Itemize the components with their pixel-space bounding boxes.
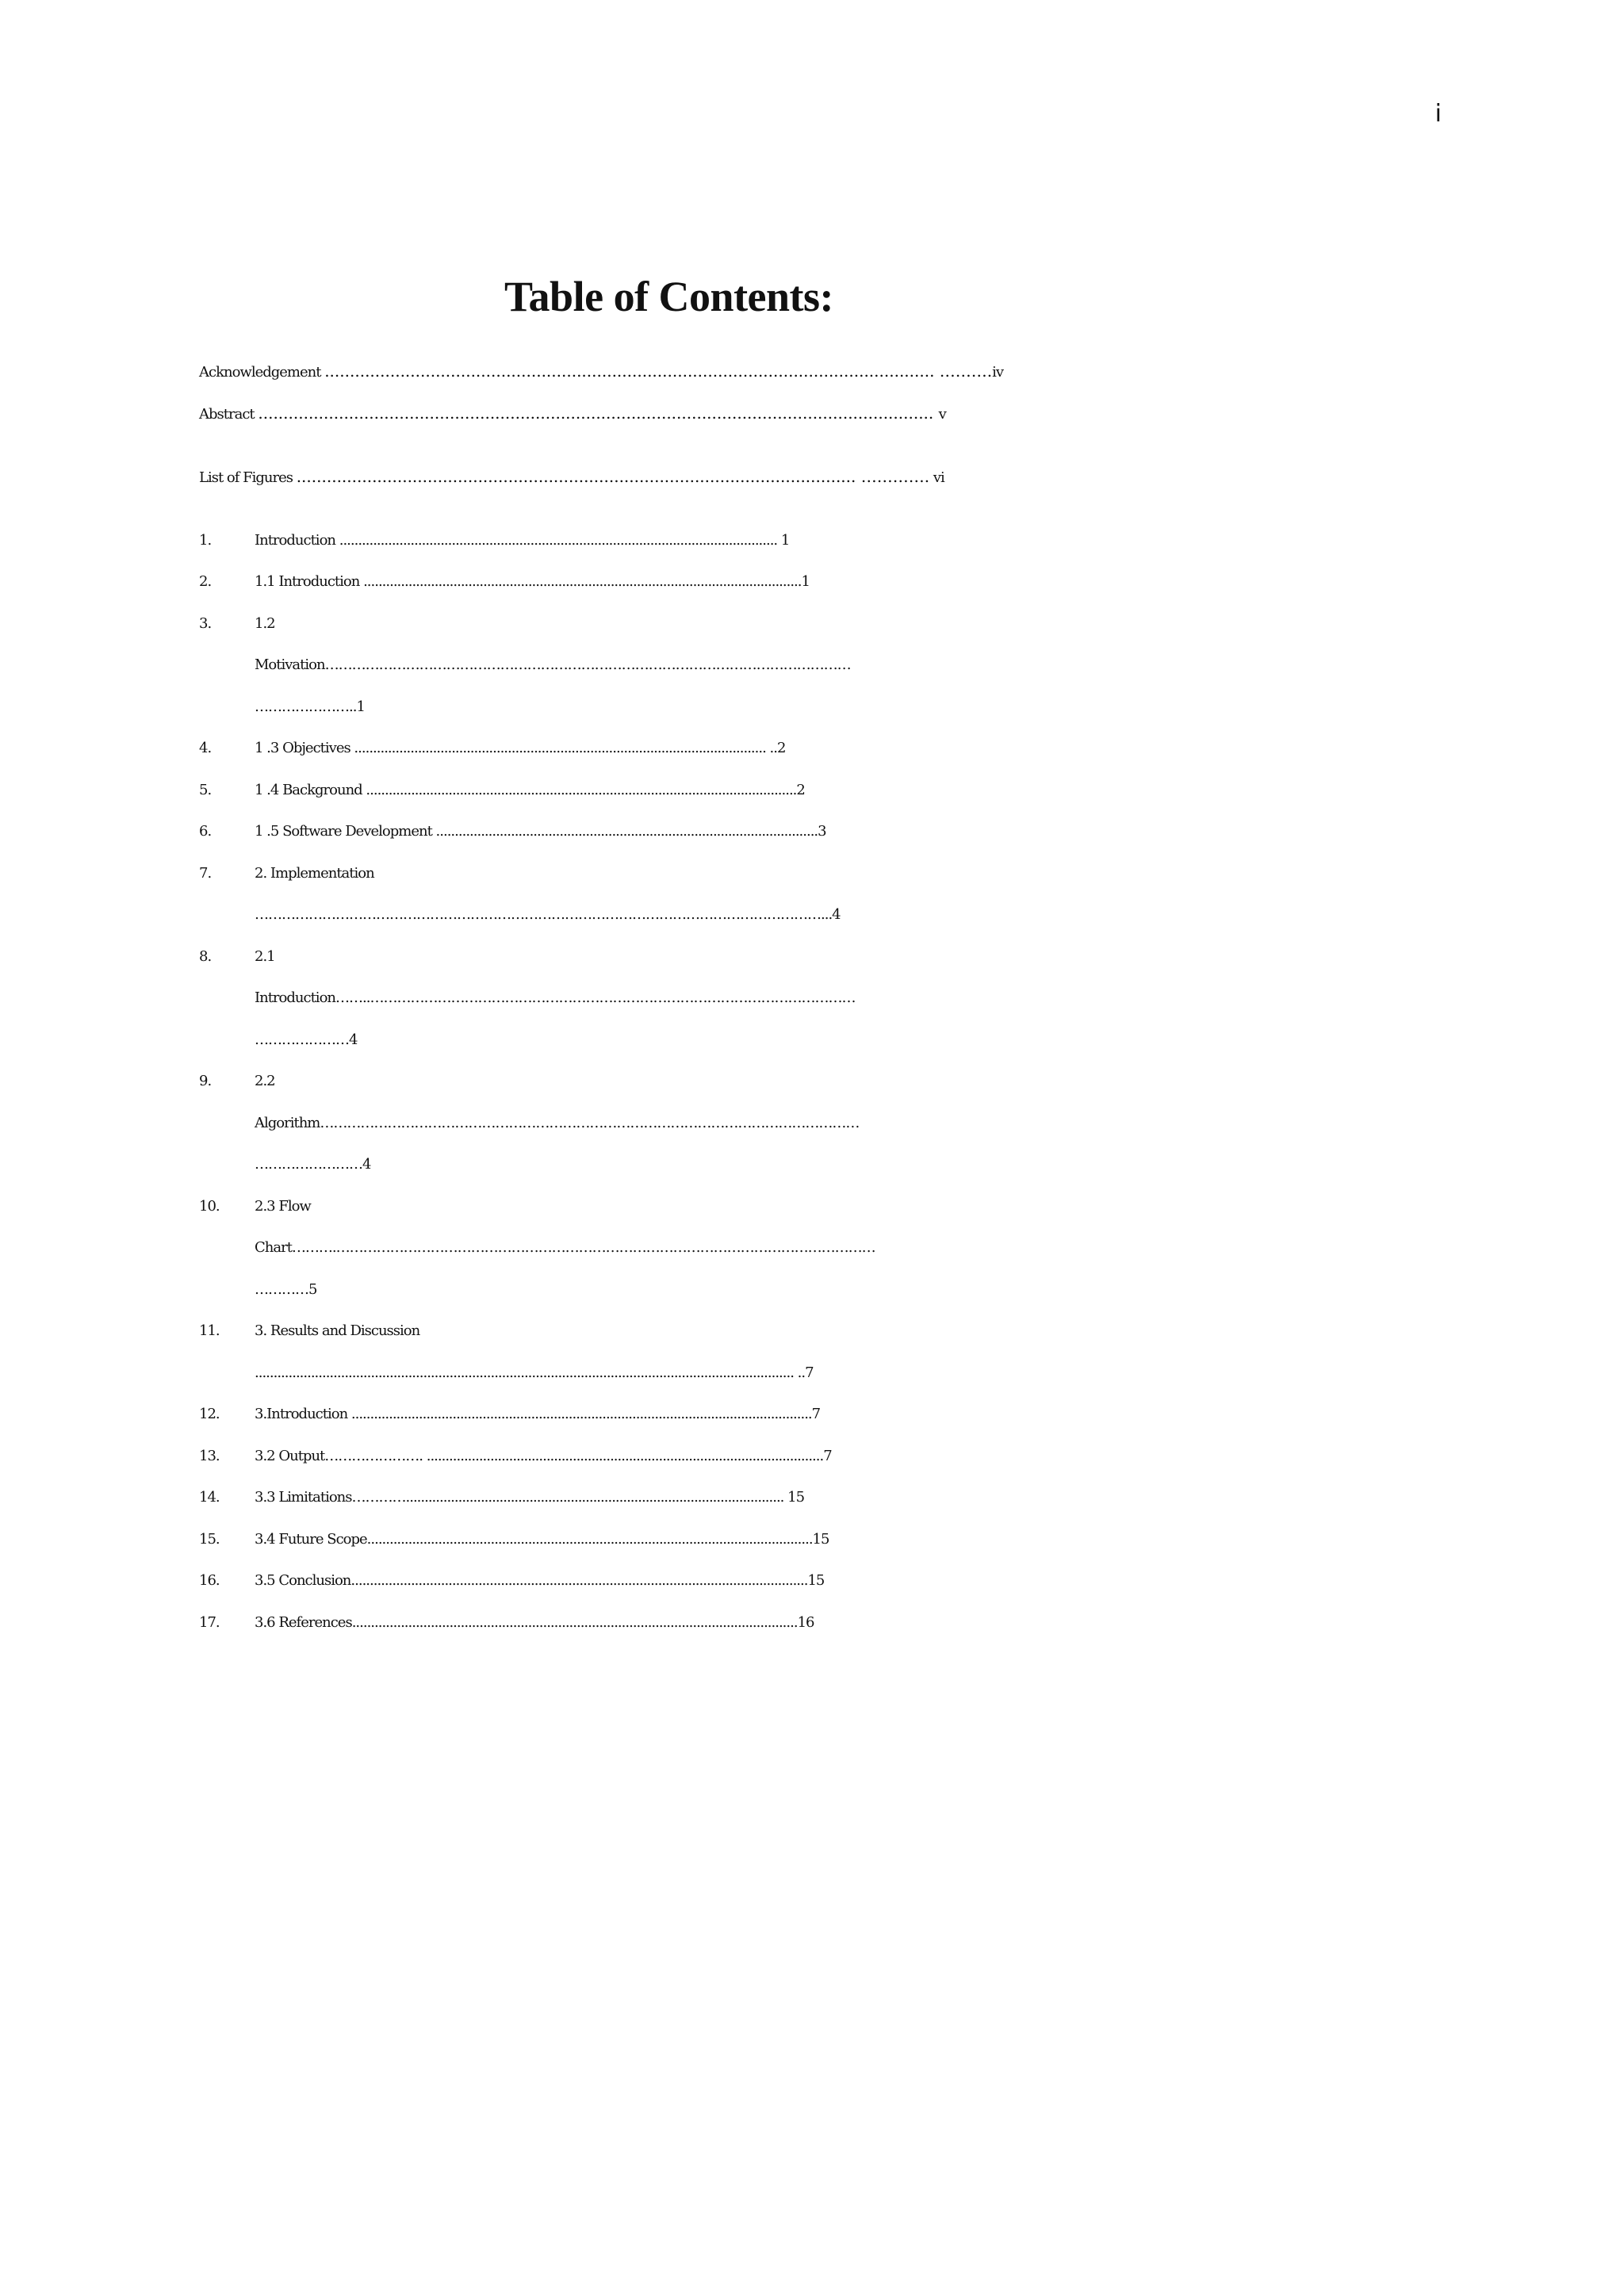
toc-entry-number: 7.: [199, 864, 212, 882]
toc-entry-text: 1 .4 Background ...................................................................................................................2: [255, 781, 805, 798]
toc-entry-number: 16.: [199, 1572, 220, 1589]
toc-page-number: iv: [992, 364, 1004, 381]
dot-leader: ............................................................................................................... ………….: [296, 467, 930, 486]
toc-entry-continuation: [199, 1353, 1436, 1395]
toc-entry-title: List of Figures: [199, 469, 297, 486]
toc-entry[interactable]: [199, 561, 1436, 603]
toc-front-matter-entry[interactable]: [199, 456, 1436, 498]
toc-entry-text: 3.2 Output…………………. ..........................................................................................................7: [255, 1447, 832, 1464]
toc-entry-number: 17.: [199, 1613, 220, 1631]
toc-entry-number: 14.: [199, 1489, 220, 1506]
toc-page-number: v: [938, 405, 946, 423]
toc-entry[interactable]: [199, 1186, 1436, 1228]
toc-page-number: vi: [929, 469, 944, 486]
toc-entry-continuation: [199, 1103, 1436, 1145]
dot-leader: ......................................................................................................................................: [258, 403, 939, 423]
toc-entry-text: 1 .3 Objectives .............................................................................................................. ..2: [255, 740, 786, 756]
toc-entry-number: 12.: [199, 1406, 220, 1422]
toc-entry-text: Introduction……..………………………………………………………………………………………………: [255, 989, 856, 1006]
toc-entry[interactable]: [199, 1560, 1436, 1602]
toc-entry[interactable]: [199, 1519, 1436, 1561]
toc-entry-number: 11.: [199, 1322, 220, 1339]
toc-entry[interactable]: [199, 1061, 1436, 1103]
toc-entry-continuation: [199, 1227, 1436, 1269]
toc-entry[interactable]: [199, 853, 1436, 895]
toc-entry-title: Acknowledgement: [199, 364, 325, 381]
toc-entry-text: ……………………4: [255, 1156, 371, 1173]
toc-entry-text: 3.5 Conclusion..........................................................................................................................15: [255, 1572, 825, 1589]
toc-entry-text: 3.4 Future Scope.......................................................................................................................15: [255, 1530, 829, 1548]
toc-entry-text: Algorithm…………………………………………………………………………………………………………: [255, 1114, 860, 1131]
toc-entry-text: 2. Implementation: [255, 864, 374, 882]
toc-entry-continuation: [199, 687, 1436, 729]
toc-entry-text: 3.Introduction ...........................................................................................................................7: [255, 1406, 821, 1422]
toc-entry-text: 2.3 Flow: [255, 1197, 311, 1215]
toc-entry-continuation: [199, 894, 1436, 936]
toc-entry-number: 4.: [199, 740, 212, 756]
toc-entry[interactable]: [199, 770, 1436, 812]
toc-entry-text: 3. Results and Discussion: [255, 1322, 420, 1339]
toc-front-matter-entry[interactable]: [199, 350, 1436, 392]
toc-entry-number: 5.: [199, 781, 212, 798]
toc-entry[interactable]: [199, 520, 1436, 562]
toc-entry-text: 1 .5 Software Development ......................................................................................................3: [255, 823, 826, 840]
toc-entry[interactable]: [199, 1602, 1436, 1644]
toc-entry-continuation: [199, 1269, 1436, 1311]
toc-entry-text: …………………4: [255, 1031, 358, 1048]
toc-entry[interactable]: [199, 1436, 1436, 1478]
toc-entry-number: 9.: [199, 1073, 212, 1089]
toc-entry-text: 3.6 References.......................................................................................................................16: [255, 1613, 814, 1631]
toc-entry-title: Abstract: [199, 405, 259, 423]
toc-entry-text: 1.1 Introduction .....................................................................................................................1: [255, 573, 810, 590]
toc-entry-text: Motivation………………………………………………………………………………………………………: [255, 656, 851, 673]
page-number: i: [1434, 100, 1442, 128]
toc-entry-number: 13.: [199, 1447, 220, 1464]
toc-entry-text: 2.2: [255, 1073, 275, 1089]
toc-entry[interactable]: [199, 1311, 1436, 1353]
toc-entry[interactable]: [199, 1477, 1436, 1519]
toc-entry-number: 2.: [199, 573, 212, 590]
toc-entry[interactable]: [199, 728, 1436, 770]
toc-entry-number: 10.: [199, 1197, 220, 1215]
dot-leader: ......................................................................................................................... ……….: [324, 362, 993, 381]
toc-entry-continuation: [199, 645, 1436, 687]
toc-entry-continuation: [199, 978, 1436, 1020]
toc-front-matter-entry[interactable]: [199, 392, 1436, 434]
toc-entry-text: ................................................................................................................................................ ..7: [255, 1364, 814, 1381]
toc-entry-number: 8.: [199, 947, 212, 965]
toc-entry-text: …………5: [255, 1280, 317, 1298]
toc-entry-number: 6.: [199, 823, 212, 840]
toc-entry[interactable]: [199, 1394, 1436, 1436]
toc-entry[interactable]: [199, 936, 1436, 978]
toc-entry-text: 1.2: [255, 614, 275, 632]
toc-entry-text: Introduction ..................................................................................................................... 1: [255, 531, 790, 549]
toc-entry-number: 15.: [199, 1530, 220, 1548]
toc-entry-continuation: [199, 1144, 1436, 1186]
toc-entry-number: 1.: [199, 531, 212, 549]
toc-entry[interactable]: [199, 603, 1436, 645]
page-title: Table of Contents:: [504, 273, 834, 320]
toc-entry[interactable]: [199, 811, 1436, 853]
table-of-contents: [199, 350, 1436, 1644]
toc-entry-text: …………………..1: [255, 698, 365, 715]
toc-entry-number: 3.: [199, 614, 212, 632]
toc-entry-text: Chart……….…………………………………………………………………………………………………………: [255, 1239, 875, 1256]
toc-entry-text: 3.3 Limitations…………..................................................................................................... 15: [255, 1489, 805, 1506]
toc-entry-text: 2.1: [255, 947, 275, 965]
toc-entry-text: ………………………………………………………………………………………………………………...4: [255, 906, 841, 923]
toc-entry-continuation: [199, 1020, 1436, 1062]
